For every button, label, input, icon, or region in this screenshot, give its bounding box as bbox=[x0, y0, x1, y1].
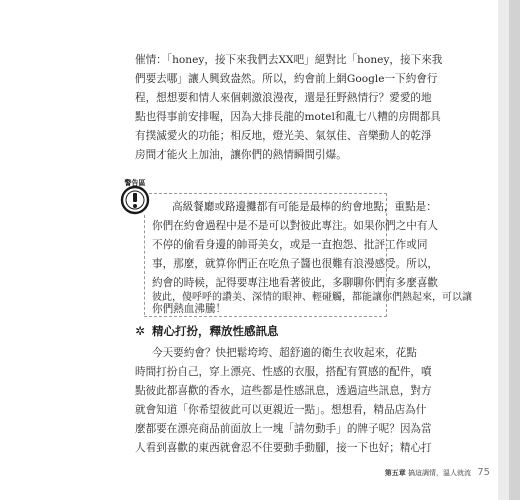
body-line: 們要去哪」讓人興致盎然。所以，約會前上網Google一下約會行 bbox=[135, 73, 438, 85]
warning-line: 彼此，傻呼呼的讚美、深情的眼神、輕碰觸，都能讓你們熱起來，可以讓 bbox=[152, 292, 472, 303]
warning-box-border-left bbox=[144, 215, 145, 315]
page-number: 75 bbox=[477, 467, 490, 478]
warning-line: 你們熱血沸騰！ bbox=[152, 303, 227, 315]
footer-title: 搞這調情，溫人就流 bbox=[408, 469, 472, 477]
body-line: 點彼此都喜歡的香水，這些都是性感訊息，透過這些訊息，對方 bbox=[135, 385, 432, 397]
body-line: 催情：「honey，接下來我們去XX吧」絕對比「honey，接下來我 bbox=[135, 54, 443, 66]
footer-chapter: 第五章 bbox=[384, 469, 406, 477]
warning-line: 事，那麼，就算你們正在吃魚子醬也很難有浪漫感受。所以， bbox=[152, 258, 439, 270]
gear-icon: ✲ bbox=[135, 324, 146, 338]
body-line: 人看到喜歡的東西就會忍不住要動手動腳，接一下也好；精心打 bbox=[135, 442, 432, 454]
warning-line: 不停的偷看身邊的帥哥美女，或是一直抱怨、批評工作或同 bbox=[152, 239, 428, 251]
body-line: 麼都要在漂亮商品前面放上一塊「請勿動手」的牌子呢？因為當 bbox=[135, 423, 432, 435]
warning-line: 你們在約會過程中是不是可以對彼此專注。如果你們之中有人 bbox=[152, 220, 439, 232]
body-line: 今天要約會？快把鬆垮垮、超舒適的衛生衣收起來，花點 bbox=[152, 347, 417, 359]
warning-badge-label: 警告區 bbox=[124, 179, 146, 187]
warning-line: 高級餐廳或路邊攤都有可能是最棒的約會地點，重點是： bbox=[172, 201, 437, 213]
body-line: 時間打扮自己，穿上漂亮、性感的衣服，搭配有質感的配件，噴 bbox=[135, 366, 432, 378]
section-heading bbox=[135, 323, 279, 339]
body-line: 點也得事前安排喔，因為大排長龍的motel和亂七八糟的房間都具 bbox=[135, 111, 441, 123]
body-line: 就會知道「你希望彼此可以更親近一點」。想想看，精品店為什 bbox=[135, 404, 427, 416]
warning-line: 約會的時候，記得要專注地看著彼此，多聊聊你們有多麼喜歡 bbox=[152, 277, 439, 289]
body-line: 程，想想要和情人來個刺激浪漫夜，還是狂野熱情行？愛愛的地 bbox=[135, 92, 432, 104]
warning-badge-icon bbox=[118, 176, 154, 216]
body-line: 有撲滅愛火的功能；相反地，燈光美、氣氛佳、音樂動人的乾淨 bbox=[135, 130, 432, 142]
body-line: 房間才能火上加油，讓你們的熱情瞬間引爆。 bbox=[135, 149, 347, 161]
page-edge-dark bbox=[509, 0, 520, 500]
page-footer bbox=[385, 467, 490, 478]
section-heading-text: 精心打扮，釋放性感訊息 bbox=[152, 324, 279, 338]
